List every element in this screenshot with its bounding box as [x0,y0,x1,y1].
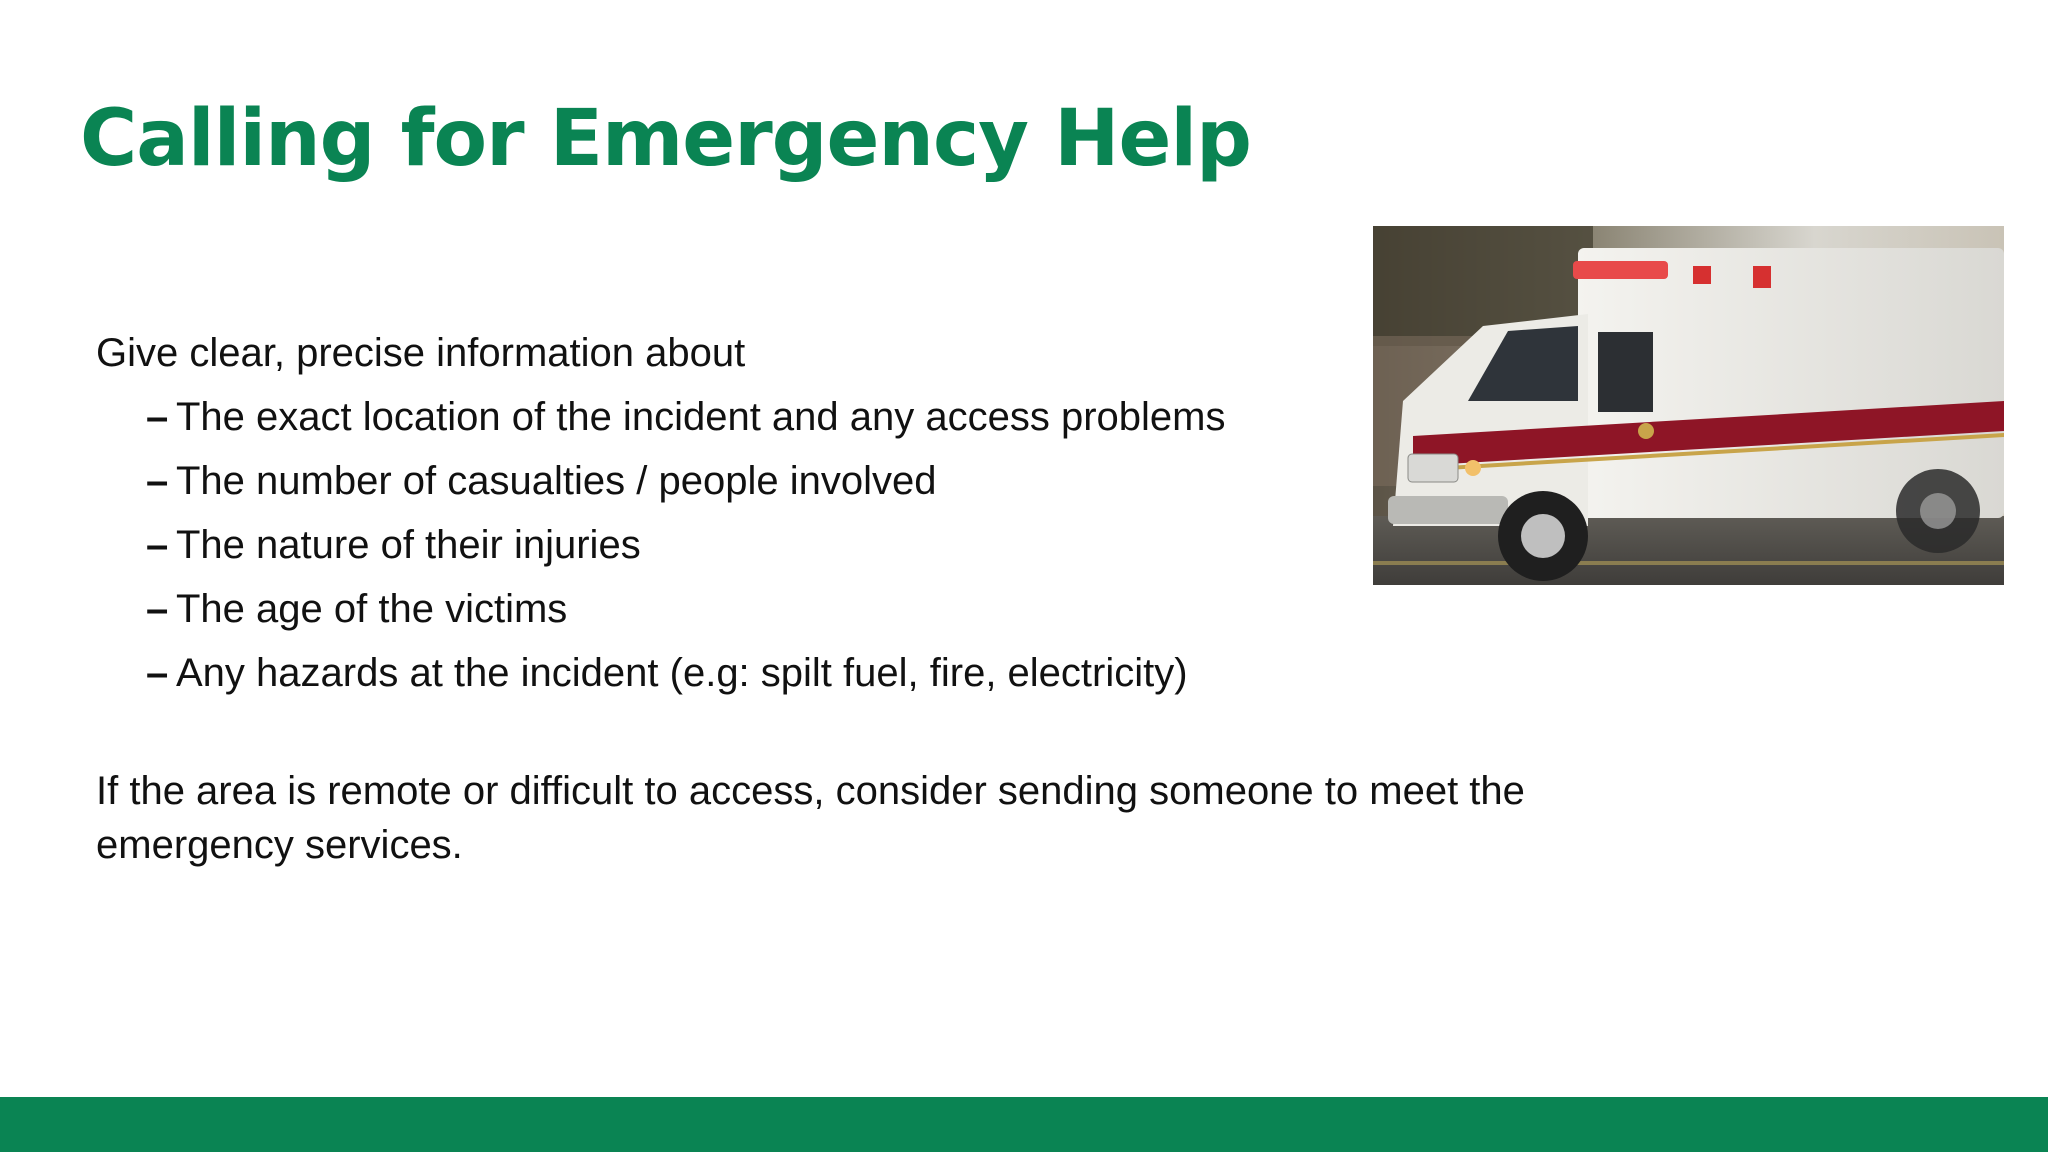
bullet-dash: – [146,459,169,503]
ambulance-icon [1373,226,2004,585]
bullet-item [146,646,1656,710]
bullet-text: Any hazards at the incident (e.g: spilt fuel, fire, electricity) [176,651,1188,695]
bullet-item [146,582,1656,646]
bullet-dash: – [146,587,169,631]
slide-title: Calling for Emergency Help [80,94,1251,184]
footer-bar [0,1097,2048,1152]
bullet-text: The number of casualties / people involved [176,459,937,503]
bullet-dash: – [146,523,169,567]
intro-line: Give clear, precise information about [96,331,746,375]
bullet-text: The nature of their injuries [176,523,641,567]
bullet-dash: – [146,395,169,439]
bullet-text: The exact location of the incident and any access problems [176,395,1226,439]
bullet-dash: – [146,651,169,695]
bullet-text: The age of the victims [176,587,568,631]
ambulance-photo [1373,226,2004,585]
closing-paragraph: If the area is remote or difficult to access, consider sending someone to meet the emergency services. [96,769,1525,867]
